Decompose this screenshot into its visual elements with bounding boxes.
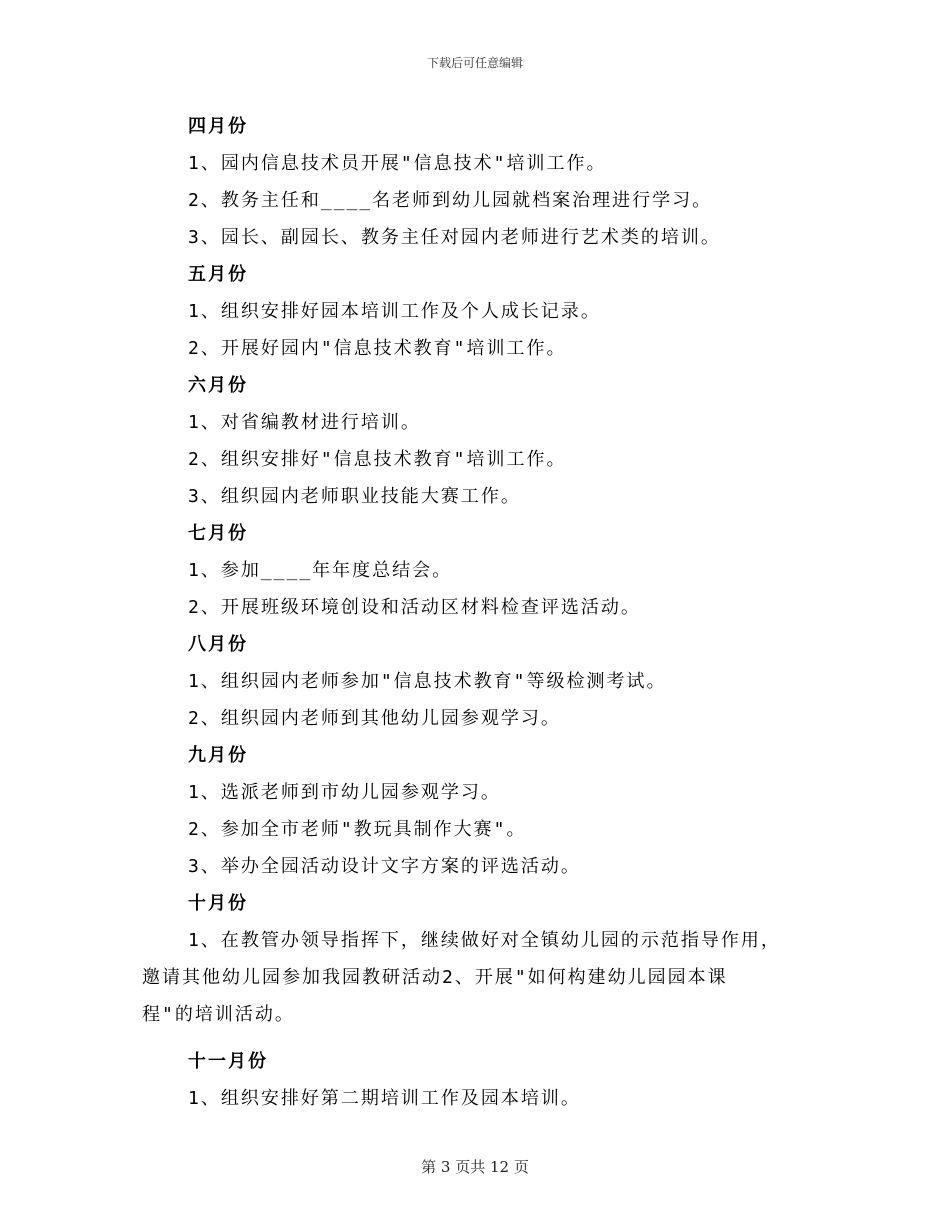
- list-item: 2、开展好园内"信息技术教育"培训工作。: [188, 338, 567, 359]
- section-july: [142, 515, 832, 626]
- list-item: 1、园内信息技术员开展"信息技术"培训工作。: [188, 153, 607, 174]
- list-item: 3、组织园内老师职业技能大赛工作。: [188, 486, 521, 507]
- list-item: 1、组织安排好园本培训工作及个人成长记录。: [188, 301, 601, 322]
- section-heading: 十月份: [188, 893, 248, 914]
- paragraph-line: 邀请其他幼儿园参加我园教研活动2、开展"如何构建幼儿园园本课: [142, 967, 728, 988]
- section-april: [142, 108, 832, 256]
- section-heading: 九月份: [188, 745, 248, 766]
- paragraph-line: 程"的培训活动。: [142, 1004, 295, 1025]
- section-heading: 七月份: [188, 523, 248, 544]
- section-heading: 六月份: [188, 375, 248, 396]
- section-may: [142, 256, 832, 367]
- section-heading: 四月份: [188, 116, 248, 137]
- section-august: [142, 626, 832, 737]
- section-october: [142, 885, 832, 1033]
- list-item: 3、举办全园活动设计文字方案的评选活动。: [188, 856, 581, 877]
- section-september: [142, 737, 832, 885]
- list-item: 1、组织安排好第二期培训工作及园本培训。: [188, 1088, 581, 1109]
- section-heading: 十一月份: [188, 1051, 268, 1072]
- section-june: [142, 367, 832, 515]
- header-note: 下载后可任意编辑: [426, 56, 523, 70]
- list-item: 2、参加全市老师"教玩具制作大赛"。: [188, 819, 527, 840]
- list-item: 1、对省编教材进行培训。: [188, 412, 421, 433]
- list-item: 2、教务主任和____名老师到幼儿园就档案治理进行学习。: [188, 190, 713, 211]
- list-item: 2、组织园内老师到其他幼儿园参观学习。: [188, 708, 561, 729]
- list-item: 1、选派老师到市幼儿园参观学习。: [188, 782, 501, 803]
- page-number-footer: 第 3 页共 12 页: [421, 1158, 529, 1176]
- list-item: 2、开展班级环境创设和活动区材料检查评选活动。: [188, 597, 641, 618]
- paragraph-line: 1、在教管办领导指挥下，继续做好对全镇幼儿园的示范指导作用，: [188, 930, 781, 951]
- section-heading: 八月份: [188, 634, 248, 655]
- list-item: 3、园长、副园长、教务主任对园内老师进行艺术类的培训。: [188, 227, 721, 248]
- section-november: [142, 1043, 832, 1117]
- list-item: 1、组织园内老师参加"信息技术教育"等级检测考试。: [188, 671, 667, 692]
- document-body: [142, 108, 832, 1117]
- section-heading: 五月份: [188, 264, 248, 285]
- list-item: 2、组织安排好"信息技术教育"培训工作。: [188, 449, 567, 470]
- list-item: 1、参加____年年度总结会。: [188, 560, 453, 581]
